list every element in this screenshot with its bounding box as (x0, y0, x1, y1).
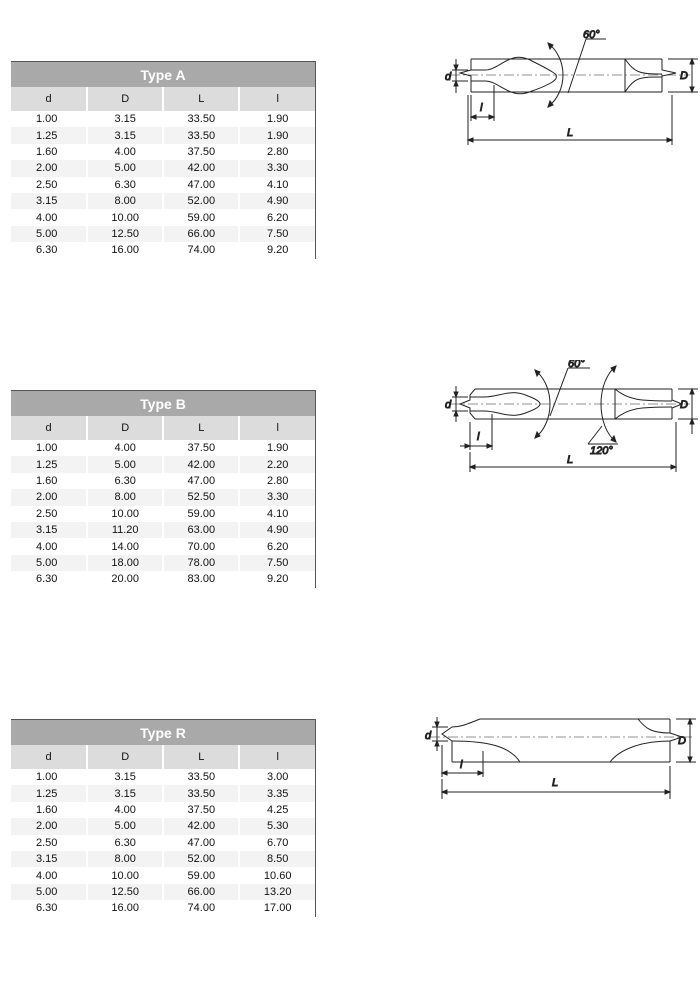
cell: 74.00 (163, 900, 239, 916)
cell: 16.00 (87, 900, 163, 916)
cell: 17.00 (239, 900, 315, 916)
L-label: L (567, 127, 574, 139)
cell: 59.00 (163, 506, 239, 522)
cell: 4.25 (239, 802, 315, 818)
angle-label: 60° (568, 360, 585, 370)
table-row (11, 456, 316, 472)
cell: 8.00 (87, 851, 163, 867)
table-row (11, 571, 316, 587)
cell: 42.00 (163, 818, 239, 834)
table-row (11, 802, 316, 818)
table-title: Type A (11, 62, 316, 88)
cell: 33.50 (163, 127, 239, 143)
angle-label: 60° (583, 29, 600, 41)
cell: 33.50 (163, 769, 239, 785)
table-row (11, 440, 316, 456)
cell: 2.50 (11, 835, 87, 851)
column-header-L: L (163, 745, 239, 769)
type-a-section (0, 29, 700, 331)
cell: 13.20 (239, 884, 315, 900)
cell: 3.15 (87, 769, 163, 785)
L-label: L (552, 777, 559, 789)
cell: 4.90 (239, 522, 315, 538)
cell: 5.00 (87, 160, 163, 176)
cell: 5.00 (11, 555, 87, 571)
table-title: Type R (11, 720, 316, 746)
cell: 47.00 (163, 177, 239, 193)
column-header-D: D (87, 745, 163, 769)
type-b-drill-diagram (440, 360, 700, 480)
cell: 63.00 (163, 522, 239, 538)
L-label: L (567, 454, 574, 466)
table-row (11, 851, 316, 867)
D-label: D (680, 399, 688, 411)
column-header-l: l (239, 745, 315, 769)
cell: 59.00 (163, 867, 239, 883)
cell: 3.00 (239, 769, 315, 785)
l-label: l (477, 431, 480, 443)
table-row (11, 835, 316, 851)
column-header-D: D (87, 87, 163, 111)
cell: 1.00 (11, 769, 87, 785)
column-header-L: L (163, 416, 239, 440)
table-row (11, 555, 316, 571)
type-b-section (0, 360, 700, 660)
cell: 5.00 (11, 884, 87, 900)
cell: 10.60 (239, 867, 315, 883)
cell: 42.00 (163, 456, 239, 472)
cell: 4.00 (87, 144, 163, 160)
cell: 1.60 (11, 802, 87, 818)
type-r-section (0, 719, 700, 989)
cell: 37.50 (163, 144, 239, 160)
table-row (11, 127, 316, 143)
table-title: Type B (11, 391, 316, 417)
cell: 10.00 (87, 209, 163, 225)
cell: 1.90 (239, 127, 315, 143)
type-a-drill-diagram (440, 29, 700, 149)
column-header-D: D (87, 416, 163, 440)
table-row (11, 193, 316, 209)
type-r-drill-diagram (420, 711, 700, 801)
column-header-d: d (11, 745, 87, 769)
cell: 12.50 (87, 226, 163, 242)
cell: 3.30 (239, 489, 315, 505)
table-row (11, 160, 316, 176)
cell: 52.50 (163, 489, 239, 505)
cell: 47.00 (163, 835, 239, 851)
table-row (11, 209, 316, 225)
cell: 18.00 (87, 555, 163, 571)
cell: 47.00 (163, 473, 239, 489)
cell: 1.25 (11, 127, 87, 143)
cell: 4.00 (11, 209, 87, 225)
table-row (11, 226, 316, 242)
table-row (11, 785, 316, 801)
table-row (11, 177, 316, 193)
cell: 37.50 (163, 440, 239, 456)
table-row (11, 473, 316, 489)
cell: 33.50 (163, 785, 239, 801)
cell: 7.50 (239, 555, 315, 571)
cell: 6.20 (239, 209, 315, 225)
cell: 74.00 (163, 242, 239, 258)
d-label: d (445, 71, 452, 83)
cell: 16.00 (87, 242, 163, 258)
cell: 2.00 (11, 489, 87, 505)
cell: 1.90 (239, 111, 315, 127)
cell: 11.20 (87, 522, 163, 538)
cell: 1.00 (11, 440, 87, 456)
cell: 4.00 (11, 538, 87, 554)
cell: 66.00 (163, 884, 239, 900)
table-row (11, 769, 316, 785)
table-row (11, 884, 316, 900)
table-row (11, 818, 316, 834)
cell: 6.30 (11, 900, 87, 916)
cell: 4.10 (239, 506, 315, 522)
table-row (11, 242, 316, 258)
cell: 6.30 (87, 473, 163, 489)
cell: 2.20 (239, 456, 315, 472)
table-row (11, 111, 316, 127)
cell: 2.80 (239, 144, 315, 160)
column-header-L: L (163, 87, 239, 111)
cell: 8.00 (87, 489, 163, 505)
cell: 83.00 (163, 571, 239, 587)
cell: 78.00 (163, 555, 239, 571)
cell: 3.15 (87, 127, 163, 143)
cell: 4.10 (239, 177, 315, 193)
cell: 6.20 (239, 538, 315, 554)
cell: 7.50 (239, 226, 315, 242)
cell: 8.50 (239, 851, 315, 867)
cell: 12.50 (87, 884, 163, 900)
type-r-table (11, 719, 316, 917)
table-row (11, 867, 316, 883)
cell: 1.00 (11, 111, 87, 127)
table-row (11, 538, 316, 554)
cell: 4.00 (87, 802, 163, 818)
l-label: l (480, 102, 483, 114)
cell: 9.20 (239, 571, 315, 587)
cell: 2.50 (11, 177, 87, 193)
cell: 5.30 (239, 818, 315, 834)
cell: 1.25 (11, 456, 87, 472)
cell: 3.15 (87, 111, 163, 127)
cell: 14.00 (87, 538, 163, 554)
cell: 10.00 (87, 867, 163, 883)
cell: 20.00 (87, 571, 163, 587)
cell: 3.15 (11, 851, 87, 867)
cell: 5.00 (11, 226, 87, 242)
d-label: d (425, 730, 432, 742)
d-label: d (445, 399, 452, 411)
table-row (11, 506, 316, 522)
cell: 5.00 (87, 456, 163, 472)
cell: 3.15 (87, 785, 163, 801)
cell: 3.15 (11, 193, 87, 209)
cell: 3.15 (11, 522, 87, 538)
cell: 2.80 (239, 473, 315, 489)
D-label: D (678, 735, 686, 747)
cell: 52.00 (163, 193, 239, 209)
cell: 42.00 (163, 160, 239, 176)
cell: 70.00 (163, 538, 239, 554)
cell: 5.00 (87, 818, 163, 834)
cell: 6.30 (87, 835, 163, 851)
angle2-label: 120° (590, 445, 613, 457)
cell: 1.60 (11, 144, 87, 160)
l-label: l (460, 759, 463, 771)
cell: 2.50 (11, 506, 87, 522)
cell: 33.50 (163, 111, 239, 127)
column-header-d: d (11, 416, 87, 440)
cell: 66.00 (163, 226, 239, 242)
cell: 4.90 (239, 193, 315, 209)
type-b-table (11, 390, 316, 588)
column-header-l: l (239, 87, 315, 111)
cell: 3.30 (239, 160, 315, 176)
cell: 59.00 (163, 209, 239, 225)
cell: 37.50 (163, 802, 239, 818)
cell: 6.30 (11, 571, 87, 587)
type-a-table (11, 61, 316, 259)
table-row (11, 900, 316, 916)
cell: 8.00 (87, 193, 163, 209)
cell: 10.00 (87, 506, 163, 522)
cell: 2.00 (11, 160, 87, 176)
cell: 1.25 (11, 785, 87, 801)
cell: 6.30 (87, 177, 163, 193)
column-header-l: l (239, 416, 315, 440)
cell: 4.00 (11, 867, 87, 883)
table-row (11, 522, 316, 538)
cell: 3.35 (239, 785, 315, 801)
cell: 6.70 (239, 835, 315, 851)
cell: 4.00 (87, 440, 163, 456)
cell: 6.30 (11, 242, 87, 258)
cell: 1.90 (239, 440, 315, 456)
cell: 9.20 (239, 242, 315, 258)
cell: 1.60 (11, 473, 87, 489)
table-row (11, 144, 316, 160)
D-label: D (680, 70, 688, 82)
column-header-d: d (11, 87, 87, 111)
table-row (11, 489, 316, 505)
cell: 52.00 (163, 851, 239, 867)
cell: 2.00 (11, 818, 87, 834)
